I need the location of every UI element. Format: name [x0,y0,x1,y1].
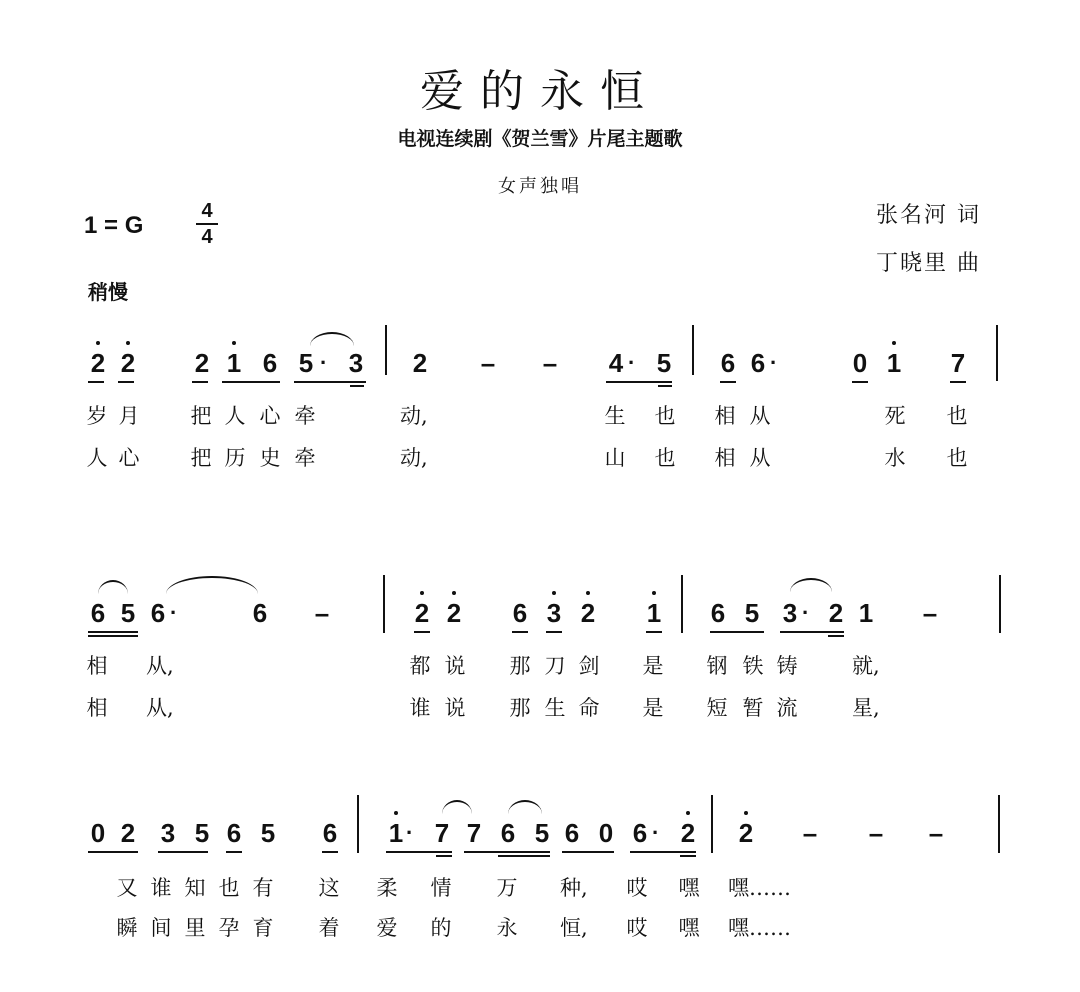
lyric-char: 史 [259,446,281,470]
note: – [314,598,330,628]
lyric-char: 相 [86,696,108,720]
dot-duration: · [320,350,328,375]
note: 1 [644,600,664,626]
lyric-char: 着 [318,916,340,940]
note: 3 [544,600,564,626]
bar-line [383,575,385,633]
note: 0 [598,818,614,848]
underline-beam [658,385,672,387]
dot-duration: · [652,820,660,845]
lyric-char: 相 [714,446,736,470]
note: 3 [160,818,176,848]
note: 5 [534,818,550,848]
lyric-char: 万 [496,876,518,900]
tempo-marking: 稍慢 [88,280,128,304]
underline-beam [436,855,452,857]
lyric-char: 生 [544,696,566,720]
lyric-char: 爱 [376,916,398,940]
slur-mark [508,800,542,814]
note: 2 [88,350,108,376]
lyric-char: 把 [190,446,212,470]
note: 1 [858,598,874,628]
lyric-char: 也 [218,876,240,900]
lyric-char: 嘿…… [728,876,791,900]
lyric-char: 谁 [409,696,431,720]
dot-duration: · [170,600,178,625]
note: 0 [90,818,106,848]
underline-beam [852,381,868,383]
lyric-char: 的 [430,916,452,940]
bar-line [998,795,1000,853]
note: 6 [226,818,242,848]
note: – [542,348,558,378]
note: 5 [120,598,136,628]
lyric-char: 情 [430,876,452,900]
lyric-char: 从, [146,654,174,678]
lyric-char: 从 [749,446,771,470]
slur-mark [790,578,832,592]
lyric-char: 死 [884,404,906,428]
note: 3 [348,348,364,378]
note: 1 [386,820,406,846]
lyric-char: 从 [749,404,771,428]
lyric-char: 短 [706,696,728,720]
slur-mark [98,580,128,594]
lyric-char: 流 [776,696,798,720]
lyric-char: 把 [190,404,212,428]
underline-beam [828,635,844,637]
time-signature-bar [196,223,218,225]
lyric-char: 也 [946,446,968,470]
lyric-char: 暂 [742,696,764,720]
underline-beam [88,381,104,383]
note: 6 [564,818,580,848]
underline-beam [192,381,208,383]
underline-beam [386,851,452,853]
note: 6 [90,598,106,628]
lyric-char: 里 [184,916,206,940]
underline-beam [464,851,550,853]
dot-duration: · [802,600,810,625]
note: 6 [262,348,278,378]
lyric-char: 人 [86,446,108,470]
underline-beam [680,855,696,857]
composer-credit: 丁晓里 曲 [876,251,981,276]
note: 6 [710,598,726,628]
lyric-char: 种, [560,876,588,900]
slur-mark [166,576,258,594]
note: 6 [632,818,648,848]
lyric-char: 刀 [544,654,566,678]
lyric-char: 永 [496,916,518,940]
note: 7 [466,818,482,848]
bar-line [681,575,683,633]
note: 6 [322,818,338,848]
lyric-char: 又 [116,876,138,900]
underline-beam [512,631,528,633]
lyric-char: 岁 [86,404,108,428]
underline-beam [606,381,672,383]
note: 2 [444,600,464,626]
lyric-char: 也 [654,404,676,428]
note: 2 [578,600,598,626]
lyric-char: 铁 [742,654,764,678]
lyric-char: 哎 [626,876,648,900]
note: 6 [252,598,268,628]
lyric-char: 生 [604,404,626,428]
underline-beam [646,631,662,633]
underline-beam [562,851,614,853]
note: 2 [412,348,428,378]
lyric-char: 牵 [294,404,316,428]
underline-beam [226,851,242,853]
note: 1 [884,350,904,376]
underline-beam [950,381,966,383]
lyric-char: 说 [444,654,466,678]
note: 6 [750,348,766,378]
lyric-char: 孕 [218,916,240,940]
note: 7 [434,818,450,848]
lyric-char: 嘿 [678,876,700,900]
lyric-char: 也 [654,446,676,470]
slur-mark [442,800,472,814]
note: 5 [744,598,760,628]
note: 4 [608,348,624,378]
lyric-char: 有 [252,876,274,900]
lyric-char: 动, [400,446,428,470]
note: 6 [720,348,736,378]
lyric-char: 星, [852,696,880,720]
lyric-char: 育 [252,916,274,940]
bar-line [996,325,998,381]
underline-beam [118,381,134,383]
note: 7 [950,348,966,378]
underline-beam [350,385,364,387]
lyric-char: 就, [852,654,880,678]
note: 2 [120,818,136,848]
underline-beam [158,851,208,853]
note: 0 [852,348,868,378]
bar-line [692,325,694,375]
lyric-char: 也 [946,404,968,428]
bar-line [999,575,1001,633]
underline-beam [630,851,696,853]
note: 2 [828,598,844,628]
dot-duration: · [628,350,636,375]
lyric-char: 命 [578,696,600,720]
lyric-char: 心 [259,404,281,428]
underline-beam [720,381,736,383]
note: 1 [224,350,244,376]
lyric-char: 剑 [578,654,600,678]
dot-duration: · [770,350,778,375]
lyric-char: 水 [884,446,906,470]
underline-beam [88,635,138,637]
key-signature: 1 = G [84,212,144,239]
note: 5 [298,348,314,378]
note: – [868,818,884,848]
note: 5 [656,348,672,378]
note: 2 [194,348,210,378]
lyric-char: 铸 [776,654,798,678]
time-signature-bottom: 4 [201,226,213,248]
note: 2 [736,820,756,846]
lyric-char: 从, [146,696,174,720]
lyric-char: 月 [118,404,140,428]
bar-line [711,795,713,853]
lyric-char: 嘿…… [728,916,791,940]
note: 6 [500,818,516,848]
underline-beam [222,381,280,383]
note: – [802,818,818,848]
note: 5 [260,818,276,848]
note: 3 [782,598,798,628]
underline-beam [498,855,550,857]
note: – [928,818,944,848]
lyric-char: 山 [604,446,626,470]
note: 2 [412,600,432,626]
lyric-char: 瞬 [116,916,138,940]
note: 2 [118,350,138,376]
underline-beam [322,851,338,853]
bar-line [385,325,387,375]
song-title: 爱的永恒 [420,66,660,117]
lyric-char: 历 [224,446,246,470]
lyric-char: 柔 [376,876,398,900]
underline-beam [780,631,844,633]
lyric-char: 钢 [706,654,728,678]
time-signature-top: 4 [201,200,213,222]
lyric-char: 人 [224,404,246,428]
lyric-char: 哎 [626,916,648,940]
lyric-char: 相 [86,654,108,678]
lyric-char: 心 [118,446,140,470]
lyric-char: 说 [444,696,466,720]
note: – [922,598,938,628]
underline-beam [546,631,562,633]
lyric-char: 间 [150,916,172,940]
lyric-char: 嘿 [678,916,700,940]
bar-line [357,795,359,853]
lyric-char: 是 [642,654,664,678]
note: 5 [194,818,210,848]
lyric-char: 牵 [294,446,316,470]
note: – [480,348,496,378]
dot-duration: · [406,820,414,845]
underline-beam [710,631,764,633]
lyric-char: 动, [400,404,428,428]
lyricist-credit: 张名河 词 [876,203,981,228]
underline-beam [294,381,366,383]
note: 2 [678,820,698,846]
lyric-char: 那 [509,696,531,720]
lyric-char: 恒, [560,916,588,940]
song-subtitle: 电视连续剧《贺兰雪》片尾主题歌 [397,128,683,150]
performance-type: 女声独唱 [498,176,582,197]
lyric-char: 知 [184,876,206,900]
slur-mark [310,332,354,346]
underline-beam [88,851,138,853]
note: 6 [150,598,166,628]
underline-beam [414,631,430,633]
lyric-char: 谁 [150,876,172,900]
lyric-char: 是 [642,696,664,720]
lyric-char: 都 [409,654,431,678]
underline-beam [88,631,138,633]
note: 6 [512,598,528,628]
lyric-char: 相 [714,404,736,428]
lyric-char: 这 [318,876,340,900]
time-signature [196,200,218,248]
lyric-char: 那 [509,654,531,678]
